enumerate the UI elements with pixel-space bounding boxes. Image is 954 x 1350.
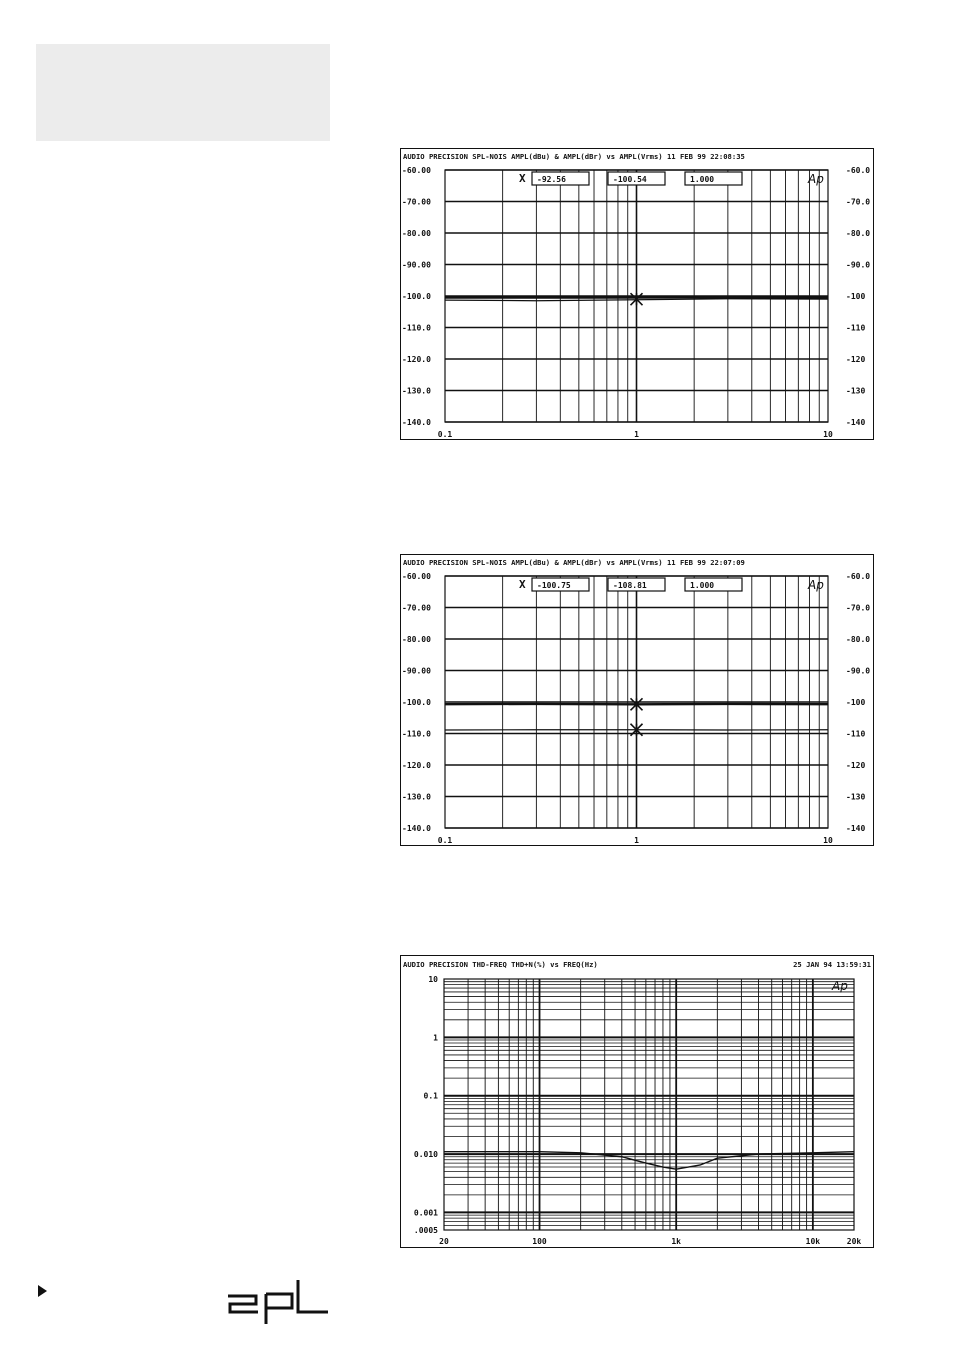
y-tick-label: 10	[428, 975, 438, 984]
y-tick-label: 0.1	[423, 1091, 438, 1101]
noise-chart-2	[400, 554, 874, 846]
x-tick-label: 10	[823, 836, 833, 845]
y-tick-label: 0.010	[413, 1150, 438, 1160]
ap-logo: Ap	[808, 578, 824, 592]
y-tick-label: .0005	[413, 1226, 438, 1235]
y2-tick-label: -60.0	[846, 572, 871, 581]
cursor-readout: 1.000	[690, 175, 715, 184]
y-tick-label: 0.001	[413, 1208, 438, 1218]
play-triangle-icon	[38, 1285, 47, 1297]
y-tick-label: -130.0	[402, 386, 431, 396]
y2-tick-label: -60.0	[846, 166, 871, 175]
thd-chart	[400, 955, 874, 1248]
header-placeholder-box	[36, 44, 330, 141]
y2-tick-label: -100	[846, 698, 866, 707]
y2-tick-label: -80.0	[846, 229, 871, 238]
y-tick-label: -80.00	[402, 229, 431, 238]
y-tick-label: -100.0	[402, 292, 431, 301]
y-tick-label: -80.00	[402, 635, 431, 644]
y2-tick-label: -110	[846, 729, 866, 739]
y-tick-label: -140.0	[402, 824, 431, 833]
x-tick-label: 1	[634, 430, 639, 439]
y-tick-label: -110.0	[402, 729, 431, 739]
thd-chart-svg	[400, 955, 874, 1248]
cursor-x-icon: X	[519, 578, 526, 591]
x-tick-label: 1k	[671, 1237, 682, 1246]
y-tick-label: -120.0	[402, 761, 431, 770]
y-tick-label: -110.0	[402, 323, 431, 333]
y-tick-label: -120.0	[402, 355, 431, 364]
y-tick-label: -90.00	[402, 666, 431, 676]
cursor-readout: -100.75	[537, 581, 571, 590]
chart-title: AUDIO PRECISION SPL-NOIS AMPL(dBu) & AMPL(dBr) vs AMPL(Vrms) 11 FEB 99 22:07:09	[403, 558, 745, 567]
y-tick-label: 1	[433, 1033, 438, 1043]
x-tick-label: 0.1	[437, 430, 453, 439]
y2-tick-label: -120	[846, 761, 866, 770]
y2-tick-label: -80.0	[846, 635, 871, 644]
chart-title: AUDIO PRECISION THD-FREQ THD+N(%) vs FREQ(Hz)	[403, 960, 598, 969]
y-tick-label: -70.00	[402, 197, 431, 207]
ap-logo: Ap	[832, 979, 848, 993]
x-tick-label: 20k	[846, 1237, 862, 1246]
y-tick-label: -60.00	[402, 166, 431, 175]
x-tick-label: 100	[532, 1237, 547, 1246]
y-tick-label: -130.0	[402, 792, 431, 802]
y-tick-label: -90.00	[402, 260, 431, 270]
x-tick-label: 1	[634, 836, 639, 845]
cursor-readout: 1.000	[690, 581, 715, 590]
y2-tick-label: -110	[846, 323, 866, 333]
x-tick-label: 10k	[805, 1237, 821, 1246]
noise-chart-1	[400, 148, 874, 440]
x-tick-label: 0.1	[437, 836, 453, 845]
y2-tick-label: -120	[846, 355, 866, 364]
cursor-readout: -92.56	[537, 175, 566, 184]
y2-tick-label: -70.0	[846, 197, 871, 207]
x-tick-label: 20	[439, 1237, 449, 1246]
chart-timestamp: 25 JAN 94 13:59:31	[793, 960, 871, 969]
y2-tick-label: -140	[846, 824, 866, 833]
noise-chart-1-svg	[400, 148, 874, 440]
y2-tick-label: -140	[846, 418, 866, 427]
y2-tick-label: -130	[846, 792, 866, 802]
y2-tick-label: -100	[846, 292, 866, 301]
y-tick-label: -140.0	[402, 418, 431, 427]
x-tick-label: 10	[823, 430, 833, 439]
cursor-readout: -100.54	[613, 175, 647, 184]
y2-tick-label: -130	[846, 386, 866, 396]
ap-logo: Ap	[808, 172, 824, 186]
cursor-x-icon: X	[519, 172, 526, 185]
y2-tick-label: -90.0	[846, 666, 871, 676]
y-tick-label: -70.00	[402, 603, 431, 613]
spl-logo	[226, 1278, 330, 1326]
y2-tick-label: -90.0	[846, 260, 871, 270]
cursor-readout: -108.81	[613, 581, 647, 590]
y-tick-label: -100.0	[402, 698, 431, 707]
chart-title: AUDIO PRECISION SPL-NOIS AMPL(dBu) & AMPL(dBr) vs AMPL(Vrms) 11 FEB 99 22:08:35	[403, 152, 745, 161]
y2-tick-label: -70.0	[846, 603, 871, 613]
y-tick-label: -60.00	[402, 572, 431, 581]
noise-chart-2-svg	[400, 554, 874, 846]
